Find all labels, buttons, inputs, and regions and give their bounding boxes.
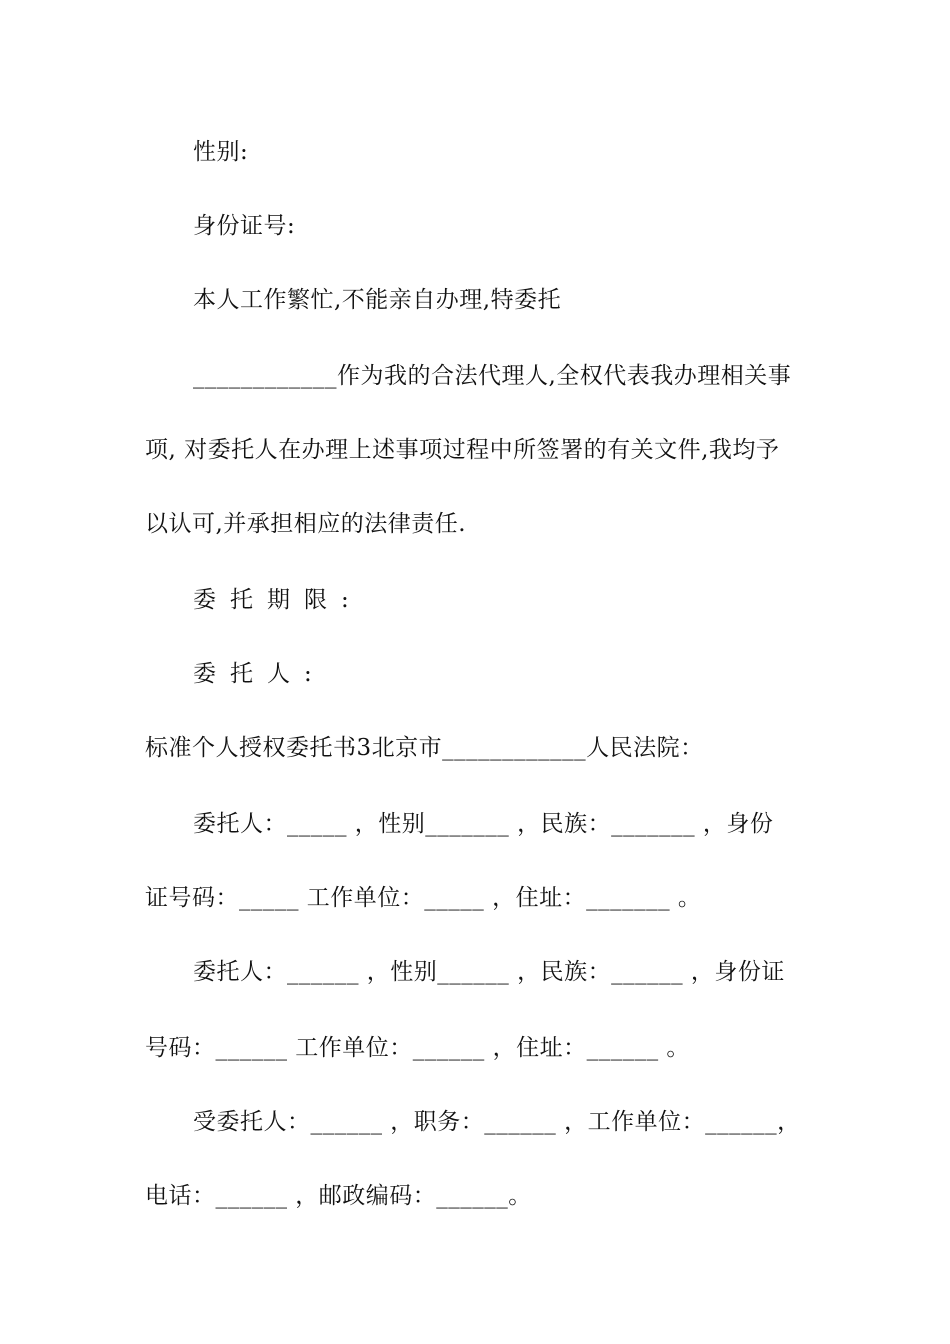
principal-2-line-1: 委托人：______ ，性别______ ，民族：______ ，身份证: [193, 959, 785, 985]
principal-1-line-1: 委托人：_____ ，性别_______ ，民族：_______ ，身份: [193, 811, 774, 837]
agent-appointment-line: ____________作为我的合法代理人,全权代表我办理相关事: [193, 363, 792, 389]
court-heading-line: 标准个人授权委托书3北京市____________人民法院：: [145, 735, 704, 761]
principal-label: 委托人:: [193, 661, 326, 687]
agent-line-1: 受委托人：______ ，职务：______ ，工作单位：______，: [193, 1109, 801, 1135]
principal-2-line-2: 号码：______ 工作单位：______ ，住址：______ 。: [145, 1035, 690, 1061]
agent-line-2: 电话：______ ，邮政编码：______。: [145, 1183, 532, 1209]
principal-1-line-2: 证号码：_____ 工作单位：_____ ，住址：_______ 。: [145, 885, 702, 911]
liability-line-2: 以认可,并承担相应的法律责任.: [145, 511, 467, 537]
term-label: 委托期限:: [193, 587, 363, 613]
delegation-intro-line: 本人工作繁忙,不能亲自办理,特委托: [193, 287, 562, 313]
id-number-line: 身份证号:: [193, 213, 296, 239]
liability-line-1: 项, 对委托人在办理上述事项过程中所签署的有关文件,我均予: [145, 437, 780, 463]
gender-line: 性别:: [193, 139, 249, 165]
